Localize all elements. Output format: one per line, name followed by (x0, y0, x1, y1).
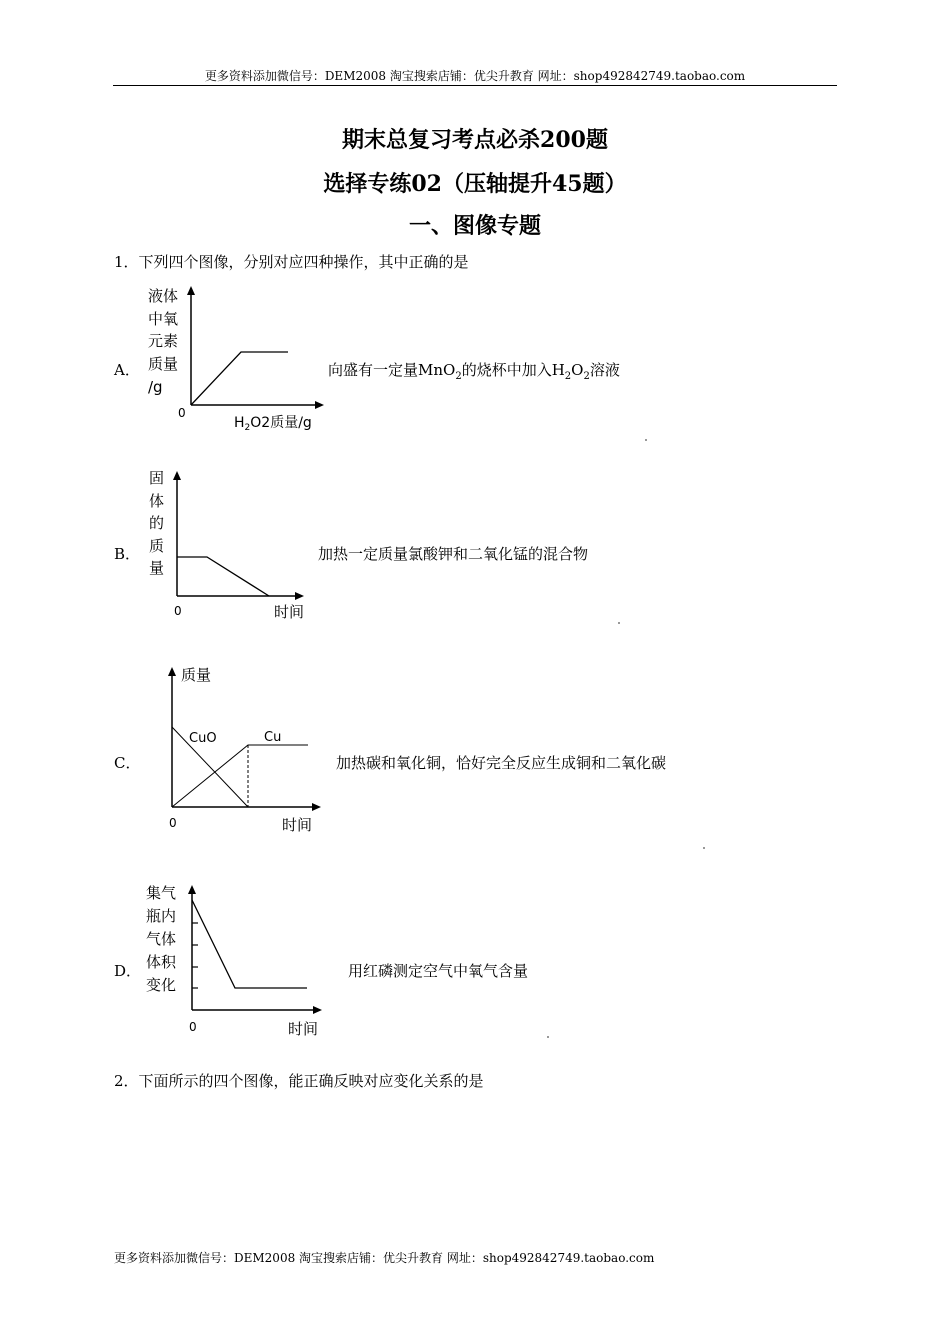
graph-b (140, 463, 320, 625)
graph-c-ylabel: 质量 (181, 666, 212, 684)
graph-a-ylabel-4: 质量 (148, 355, 179, 373)
graph-c-origin: 0 (169, 816, 177, 830)
graph-b-origin: 0 (174, 604, 182, 618)
graph-b-y-arrow (173, 471, 181, 480)
graph-c-x-arrow (312, 803, 321, 811)
stray-mark (618, 622, 620, 624)
graph-d-y-arrow (188, 885, 196, 894)
stray-mark (703, 847, 705, 849)
graph-d-ticks (192, 923, 198, 988)
graph-c (160, 660, 330, 838)
option-a-desc: 向盛有一定量MnO$_2$的烧杯中加入$H_2O_2$溶液 (328, 361, 620, 382)
graph-a-origin: 0 (178, 406, 186, 420)
graph-b-ylabel-2: 体 (149, 492, 165, 510)
option-d-label: D． (114, 962, 142, 980)
main-title: 期末总复习考点必杀200题 (342, 127, 608, 153)
graph-d-xlabel: 时间 (288, 1020, 319, 1038)
option-d-desc: 用红磷测定空气中氧气含量 (348, 962, 529, 980)
graph-d-ylabel-3: 气体 (146, 930, 177, 948)
graph-a (140, 282, 330, 434)
page-footer: 更多资料添加微信号：DEM2008 淘宝搜索店铺：优尖升教育 网址：shop492842749.taobao.com (114, 1251, 655, 1265)
option-c-label: C． (114, 754, 141, 772)
page-header: 更多资料添加微信号：DEM2008 淘宝搜索店铺：优尖升教育 网址：shop492842749.taobao.com (204, 69, 746, 83)
graph-b-ylabel-1: 固 (149, 469, 165, 487)
graph-d-ylabel-5: 变化 (146, 976, 177, 994)
graph-a-ylabel-5: /g (148, 378, 163, 396)
graph-b-curve (177, 557, 269, 596)
graph-b-xlabel: 时间 (274, 603, 305, 621)
graph-a-xlabel: $H_2O2$质量/g (234, 415, 312, 433)
graph-b-ylabel-4: 质 (149, 537, 165, 555)
graph-a-ylabel-1: 液体 (148, 287, 179, 305)
graph-c-y-arrow (168, 667, 176, 676)
graph-a-curve (191, 352, 288, 405)
graph-d-curve (192, 900, 307, 988)
option-a-label: A． (114, 361, 140, 379)
question-1: 1．下列四个图像，分别对应四种操作，其中正确的是 (114, 253, 469, 271)
graph-d-origin: 0 (189, 1020, 197, 1034)
graph-a-y-arrow (187, 286, 195, 295)
graph-d-ylabel-4: 体积 (146, 953, 177, 971)
graph-a-ylabel-3: 元素 (148, 332, 179, 350)
graph-c-xlabel: 时间 (282, 816, 313, 834)
header-rule (113, 85, 837, 86)
option-c-desc: 加热碳和氧化铜，恰好完全反应生成铜和二氧化碳 (336, 754, 667, 772)
option-b-label: B． (114, 545, 141, 563)
graph-b-x-arrow (295, 592, 304, 600)
question-2: 2．下面所示的四个图像，能正确反映对应变化关系的是 (114, 1072, 484, 1090)
graph-c-cuo-label: CuO (189, 731, 217, 746)
option-b-desc: 加热一定质量氯酸钾和二氧化锰的混合物 (318, 545, 589, 563)
graph-b-ylabel-5: 量 (149, 559, 165, 577)
graph-d-ylabel-2: 瓶内 (146, 907, 177, 925)
stray-mark (547, 1036, 549, 1038)
stray-mark (645, 439, 647, 441)
graph-d-x-arrow (313, 1006, 322, 1014)
graph-a-x-arrow (315, 401, 324, 409)
sub-title: 选择专练02（压轴提升45题） (323, 171, 627, 197)
graph-c-cu-line (172, 745, 308, 807)
graph-d (140, 878, 330, 1042)
graph-d-ylabel-1: 集气 (146, 884, 177, 902)
section-title: 一、图像专题 (408, 213, 541, 239)
graph-b-ylabel-3: 的 (149, 514, 165, 532)
graph-a-ylabel-2: 中氧 (148, 310, 179, 328)
graph-c-cu-label: Cu (264, 730, 282, 745)
